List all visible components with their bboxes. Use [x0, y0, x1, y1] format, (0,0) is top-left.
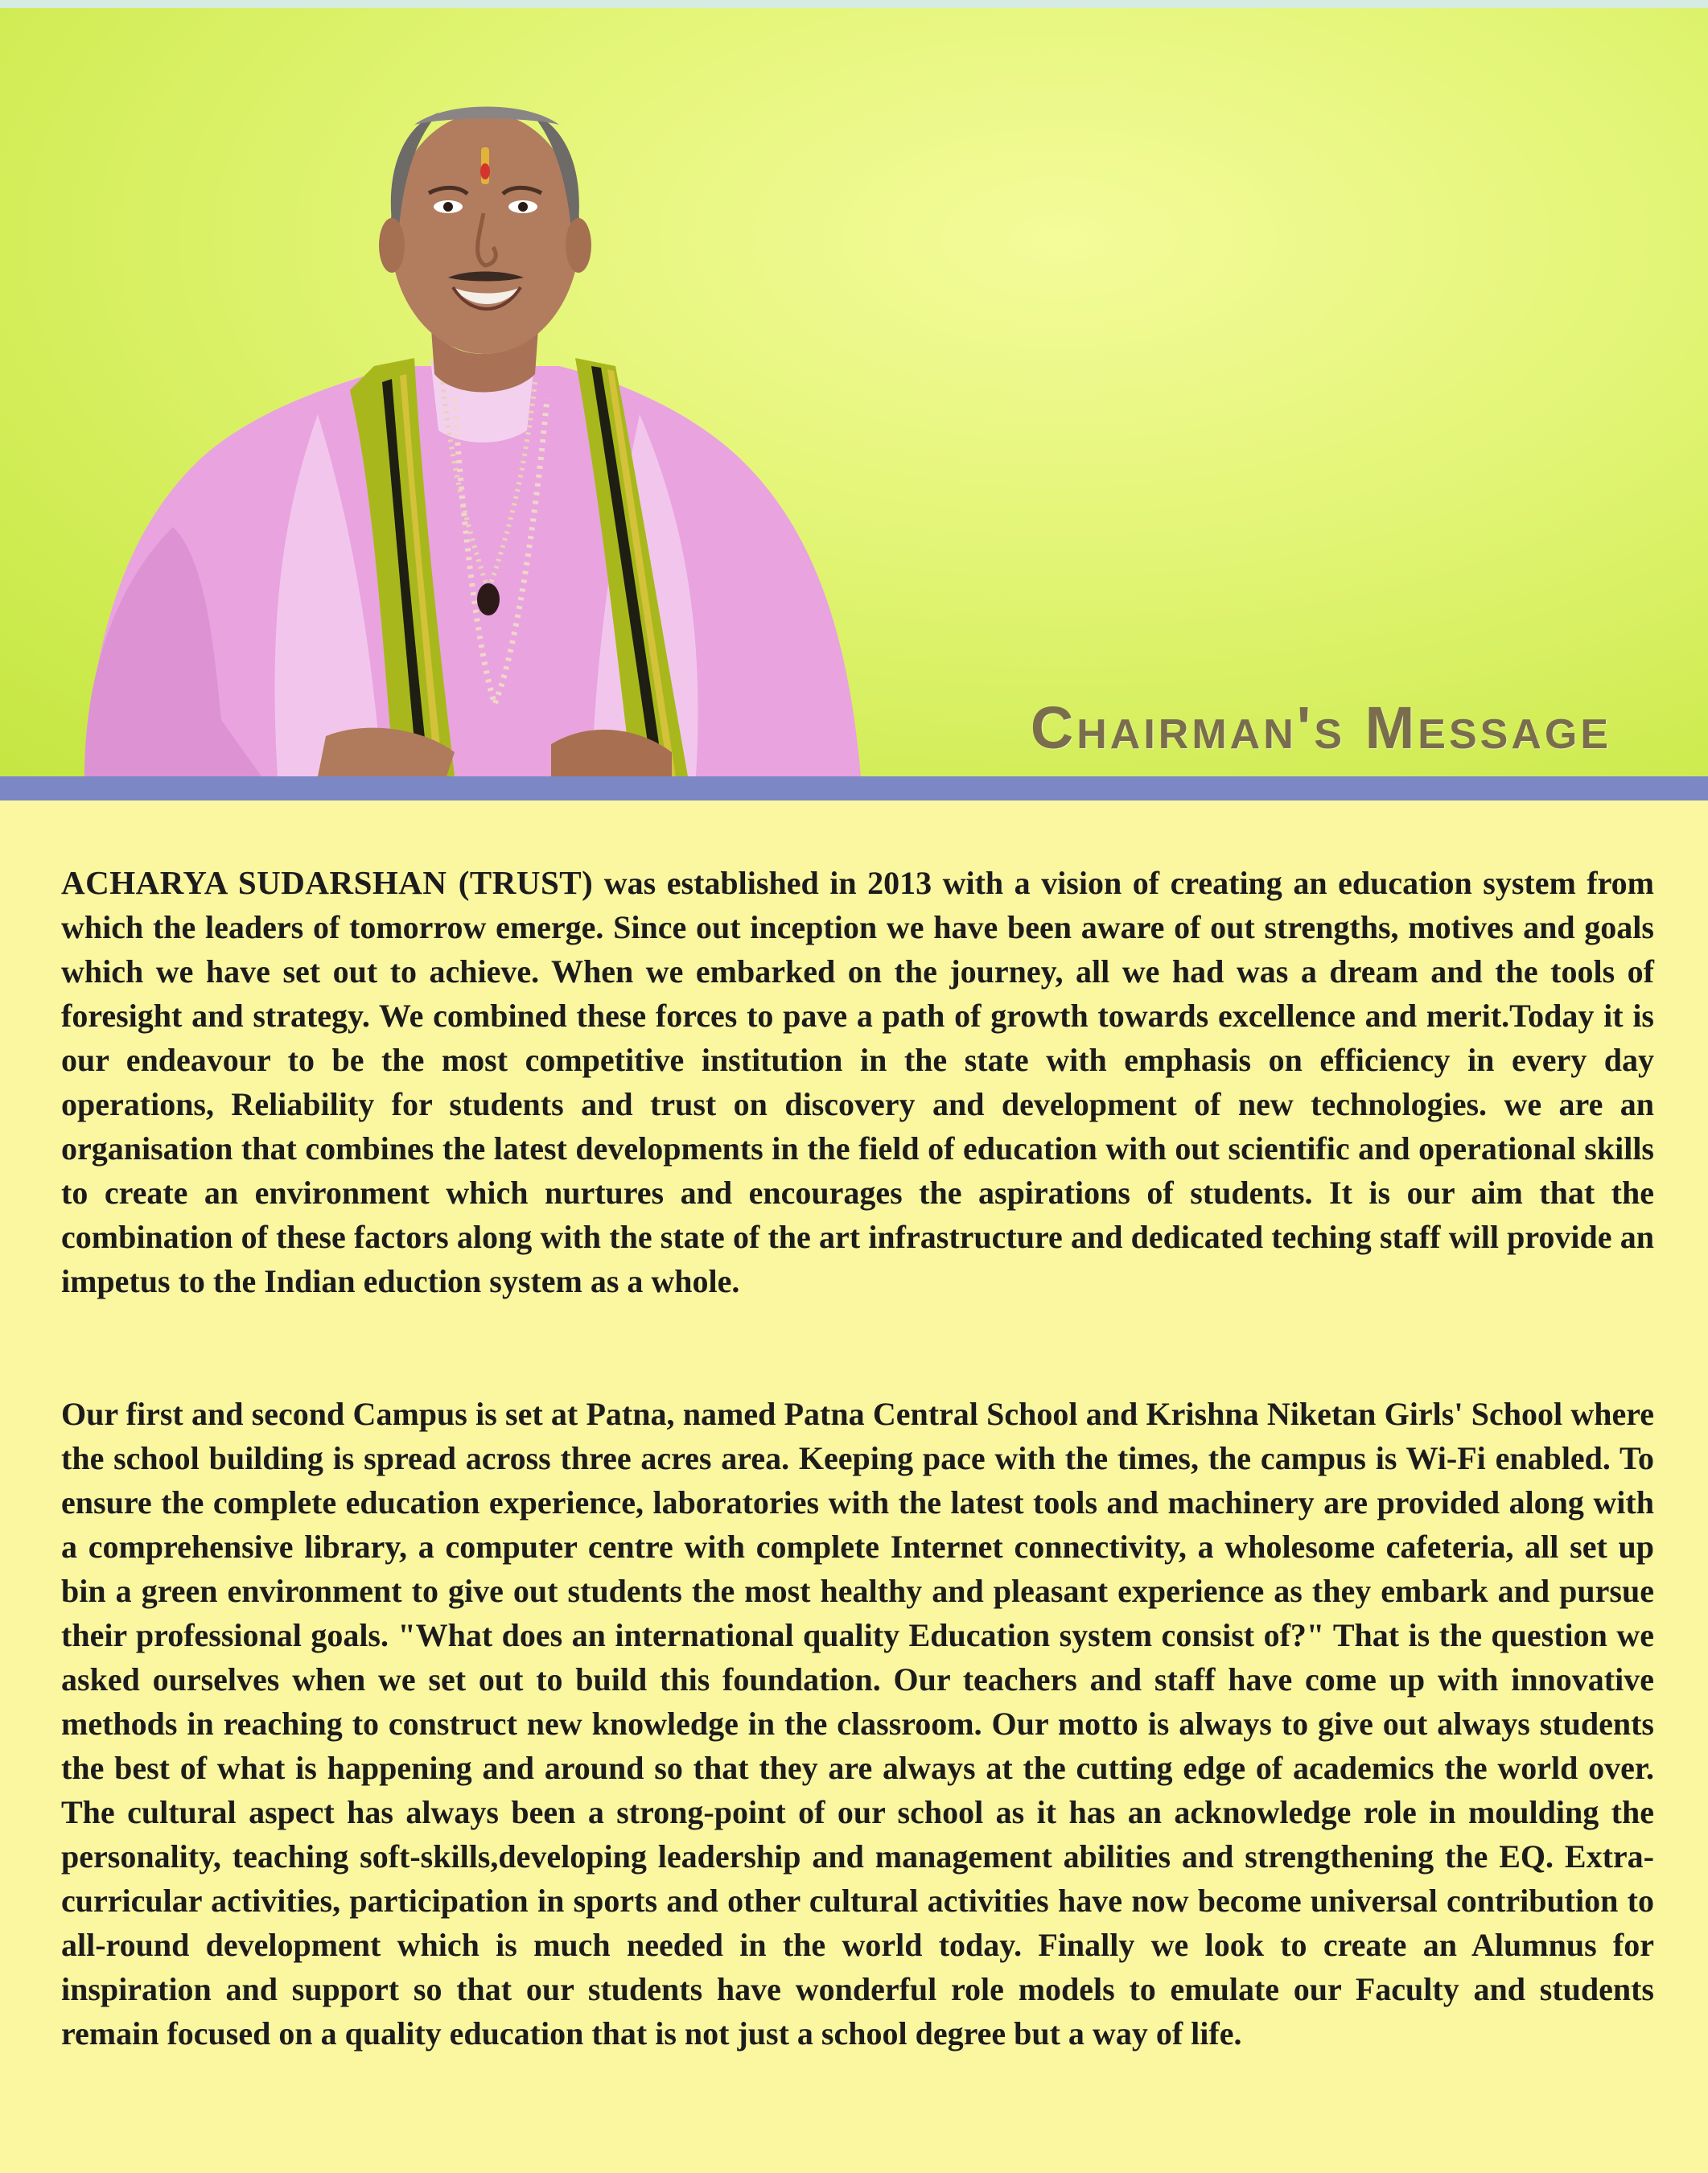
- chairman-portrait-icon: [76, 76, 873, 776]
- message-paragraph-1: [61, 861, 1654, 1303]
- message-paragraph-2: Our first and second Campus is set at Patna, named Patna Central School and Krishna Niketan Girls' School where the school building is spread across three acres area. Keeping pace with the times, the campus is Wi-Fi enabled. To ensure the complete education experience, laboratories with the latest tools and machinery are provided along with a comprehensive library, a computer centre with complete Internet connectivity, a wholesome cafeteria, all set up bin a green environment to give out students the most healthy and pleasant experience as they embark and pursue their professional goals. "What does an international quality Education system consist of?" That is the question we asked ourselves when we set out to build this foundation. Our teachers and staff have come up with innovative methods in reaching to construct new knowledge in the classroom. Our motto is always to give out always students the best of what is happening and around so that they are always at the cutting edge of academics the world over. The cultural aspect has always been a strong-point of our school as it has an acknowledge role in moulding the personality, teaching soft-skills,developing leadership and management abilities and strengthening the EQ. Extra-curricular activities, participation in sports and other cultural activities have now become universal contribution to all-round development which is much needed in the world today. Finally we look to create an Alumnus for inspiration and support so that our students have wonderful role models to emulate our Faculty and students remain focused on a quality education that is not just a school degree but a way of life.: [61, 1396, 1654, 2052]
- page-title: Chairman's Message: [1030, 694, 1611, 761]
- divider-bar: [0, 776, 1708, 800]
- trust-name: ACHARYA SUDARSHAN (TRUST): [61, 864, 594, 901]
- top-edge-rule: [0, 0, 1708, 8]
- paragraph-1-text: was established in 2013 with a vision of creating an education system from which the leaders of tomorrow emerge. Since out inception we have been aware of out strengths, motives and goals which we have set out to achieve. When we embarked on the journey, all we had was a dream and the tools of foresight and strategy. We combined these forces to pave a path of growth towards excellence and merit.Today it is our endeavour to be the most competitive institution in the state with emphasis on efficiency in every day operations, Reliability for students and trust on discovery and development of new technologies. we are an organisation that combines the latest developments in the field of education with out scientific and operational skills to create an environment which nurtures and encourages the aspirations of students. It is our aim that the combination of these factors along with the state of the art infrastructure and dedicated teching staff will provide an impetus to the Indian eduction system as a whole.: [61, 865, 1654, 1299]
